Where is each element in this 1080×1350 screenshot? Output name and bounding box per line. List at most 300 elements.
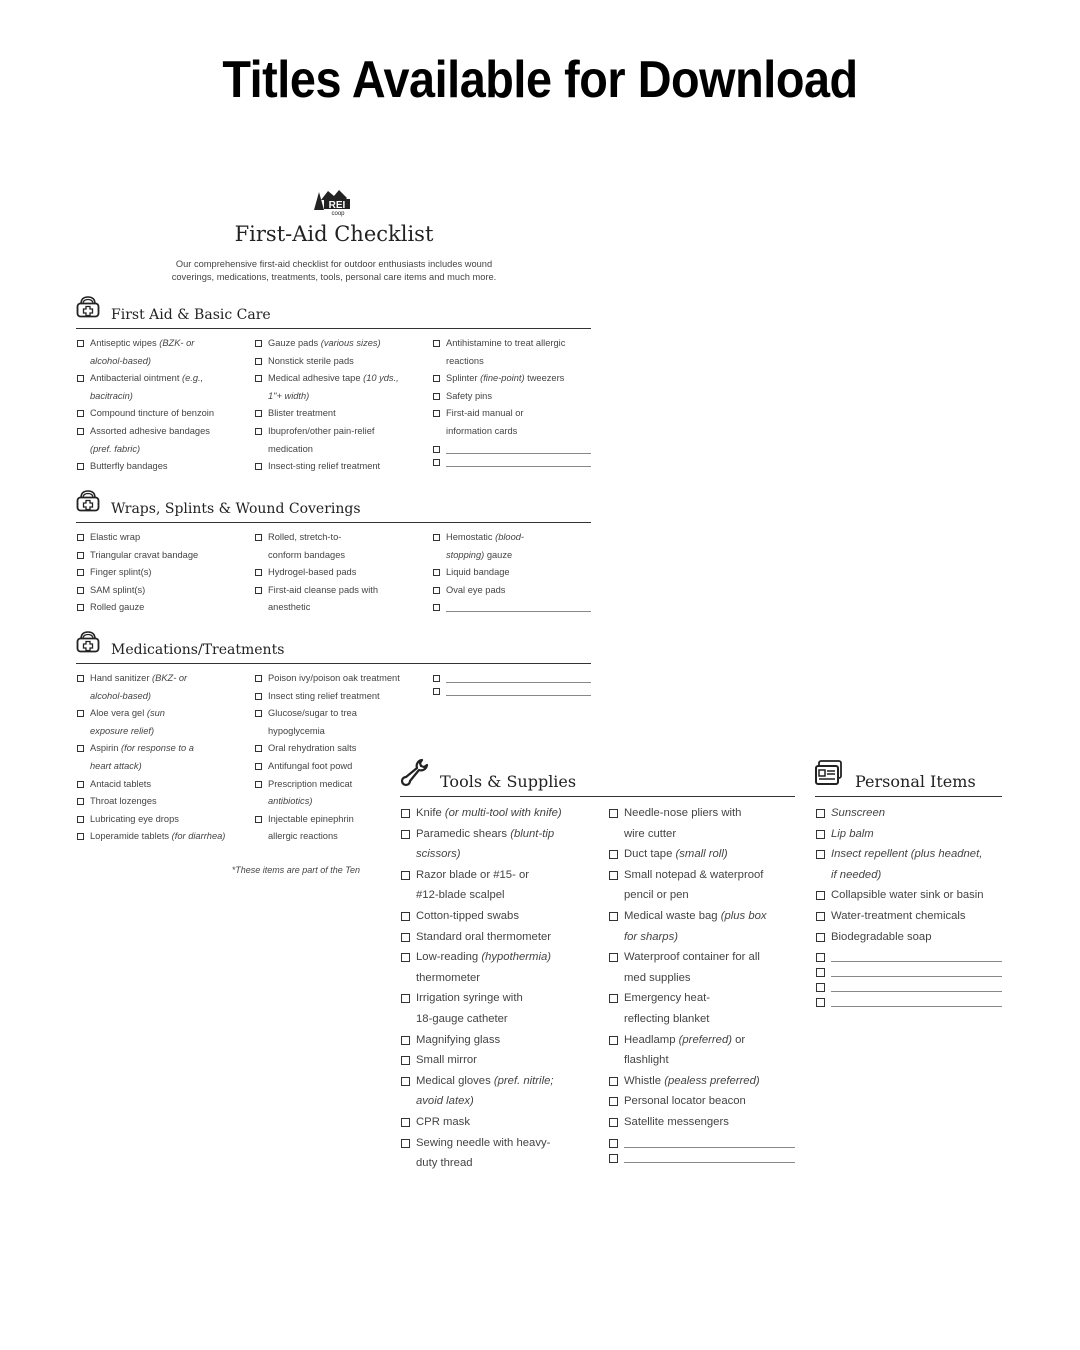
checklist-item[interactable]	[815, 824, 1002, 845]
item-note: exposure relief)	[90, 725, 155, 736]
checklist-column	[400, 803, 607, 1174]
checklist-item[interactable]	[400, 988, 607, 1029]
checkbox[interactable]	[433, 675, 440, 682]
checklist-item[interactable]	[815, 885, 1002, 906]
checklist-item[interactable]	[254, 688, 380, 706]
checklist-item[interactable]	[400, 824, 607, 865]
checkbox[interactable]	[816, 983, 825, 992]
checkbox[interactable]	[816, 850, 825, 859]
checklist-item[interactable]	[608, 803, 795, 844]
checkbox[interactable]	[401, 953, 410, 962]
item-text: Insect-sting relief treatment	[268, 461, 381, 472]
item-text: Aspirin	[90, 743, 122, 754]
checkbox[interactable]	[816, 830, 825, 839]
blank-line[interactable]	[446, 454, 591, 467]
checkbox[interactable]	[77, 463, 84, 470]
item-note: Sunscreen	[831, 807, 886, 819]
item-text: Low-reading	[416, 951, 482, 964]
item-label	[416, 927, 551, 948]
item-note: alcohol-based)	[90, 355, 151, 366]
item-text: Elastic wrap	[90, 532, 141, 542]
checklist-item[interactable]	[400, 1050, 607, 1071]
item-label	[416, 865, 529, 906]
checkbox[interactable]	[816, 891, 825, 900]
checkbox[interactable]	[609, 1097, 618, 1106]
item-text: anesthetic	[268, 602, 311, 613]
item-text: Medical adhesive tape	[268, 373, 364, 384]
checklist-column	[432, 335, 591, 467]
checklist-item[interactable]	[254, 370, 431, 405]
checklist-item[interactable]	[608, 947, 795, 988]
blank-line[interactable]	[446, 683, 591, 696]
footnote	[160, 865, 360, 875]
item-text: Splinter	[446, 373, 481, 384]
checklist-column	[815, 803, 1002, 1007]
checklist-item[interactable]	[76, 335, 254, 370]
item-text: Medical waste bag	[624, 909, 721, 922]
checkbox[interactable]	[255, 534, 262, 541]
checklist-item[interactable]	[815, 927, 1002, 948]
item-text: Emergency heat-	[624, 992, 711, 1005]
item-text: flashlight	[624, 1054, 669, 1067]
checkbox[interactable]	[255, 358, 262, 365]
checkbox[interactable]	[816, 953, 825, 962]
item-text: gauze	[484, 549, 513, 560]
checkbox[interactable]	[77, 833, 84, 840]
checkbox[interactable]	[255, 675, 262, 682]
item-text: Antifungal foot powd	[268, 760, 353, 771]
item-note: (plus box	[720, 909, 767, 922]
checkbox[interactable]	[77, 552, 84, 559]
checklist-item-blank[interactable]	[608, 1148, 795, 1163]
checkbox[interactable]	[609, 994, 618, 1003]
item-text: Biodegradable soap	[831, 930, 932, 943]
checklist-item[interactable]	[608, 1112, 795, 1133]
blank-line[interactable]	[446, 670, 591, 683]
item-text: Whistle	[624, 1074, 665, 1087]
checklist-item[interactable]	[76, 776, 254, 794]
first-aid-kit-icon	[76, 631, 100, 658]
checkbox[interactable]	[401, 809, 410, 818]
checkbox[interactable]	[816, 968, 825, 977]
checklist-item[interactable]	[400, 803, 607, 824]
item-label	[416, 947, 551, 988]
checkbox[interactable]	[433, 446, 440, 453]
item-label	[268, 335, 381, 353]
checkbox[interactable]	[255, 340, 262, 347]
checkbox[interactable]	[77, 675, 84, 682]
item-note: (or multi-tool with knife)	[444, 807, 562, 819]
item-label	[446, 529, 524, 564]
checkbox[interactable]	[77, 798, 84, 805]
section-title: Personal Items	[855, 772, 976, 791]
checklist-column	[254, 670, 400, 846]
checklist-item-blank[interactable]	[432, 670, 591, 683]
checklist-item[interactable]	[254, 582, 431, 617]
checklist-item[interactable]	[254, 405, 431, 423]
checkbox[interactable]	[433, 340, 440, 347]
checklist-item[interactable]	[254, 353, 431, 371]
item-text: 18-gauge catheter	[416, 1012, 508, 1025]
checklist-item[interactable]	[254, 335, 431, 353]
checklist-item[interactable]	[76, 458, 254, 476]
checkbox[interactable]	[609, 850, 618, 859]
checkbox[interactable]	[255, 693, 262, 700]
item-label	[90, 547, 198, 565]
description-line: Our comprehensive first-aid checklist for outdoor enthusiasts includes wound	[175, 259, 493, 269]
checklist-item[interactable]	[254, 758, 360, 776]
checkbox[interactable]	[609, 1118, 618, 1127]
checkbox[interactable]	[255, 710, 262, 717]
item-text: Paramedic shears	[416, 827, 511, 840]
item-label	[268, 353, 354, 371]
item-text: Duct tape	[624, 848, 676, 861]
item-label	[90, 670, 187, 705]
item-text: reflecting blanket	[624, 1012, 710, 1025]
checklist-item-blank[interactable]	[815, 962, 1002, 977]
item-label	[446, 335, 565, 370]
blank-line[interactable]	[624, 1148, 795, 1163]
blank-line[interactable]	[624, 1133, 795, 1148]
item-label	[831, 906, 966, 927]
checklist-item[interactable]	[76, 740, 254, 775]
item-text: pencil or pen	[624, 889, 689, 902]
checklist-item[interactable]	[400, 865, 607, 906]
description-line: coverings, medications, treatments, tools, personal care items and much more.	[171, 272, 497, 282]
checklist-item-blank[interactable]	[608, 1133, 795, 1148]
checklist-item-blank[interactable]	[815, 947, 1002, 962]
checklist-item[interactable]	[400, 1030, 607, 1051]
checklist-item[interactable]	[76, 793, 254, 811]
checklist-item-blank[interactable]	[432, 454, 591, 467]
wrench-icon	[400, 758, 430, 791]
item-text: allergic reactions	[268, 831, 338, 842]
item-note: scissors)	[416, 848, 461, 861]
checkbox[interactable]	[401, 1056, 410, 1065]
checklist-item[interactable]	[608, 1091, 795, 1112]
checkbox[interactable]	[433, 375, 440, 382]
checklist-item[interactable]	[254, 740, 360, 758]
checkbox[interactable]	[77, 604, 84, 611]
checkbox[interactable]	[77, 587, 84, 594]
item-label	[90, 793, 157, 811]
item-label	[90, 705, 165, 740]
checklist-item[interactable]	[400, 1071, 607, 1112]
checklist-column	[254, 529, 431, 617]
item-label	[416, 1030, 500, 1051]
checklist-item[interactable]	[432, 335, 591, 370]
item-note: antibiotics)	[268, 796, 313, 807]
item-note: (pealess preferred)	[664, 1074, 760, 1087]
checklist-item[interactable]	[254, 564, 431, 582]
checklist-item-blank[interactable]	[432, 441, 591, 454]
checkbox[interactable]	[77, 428, 84, 435]
checkbox[interactable]	[816, 912, 825, 921]
item-note: Lip balm	[831, 827, 874, 840]
item-label	[624, 1112, 729, 1133]
checklist-item-blank[interactable]	[815, 992, 1002, 1007]
item-label	[624, 1071, 760, 1092]
checkbox[interactable]	[433, 393, 440, 400]
item-text: Poison ivy/poison oak treatment	[268, 673, 400, 683]
checkbox[interactable]	[433, 604, 440, 611]
item-text: Compound tincture of benzoin	[90, 408, 215, 419]
checklist-item[interactable]	[432, 529, 591, 564]
checklist-item[interactable]	[254, 776, 360, 811]
section-title: Tools & Supplies	[440, 772, 577, 791]
checklist-item-blank[interactable]	[815, 977, 1002, 992]
item-text: or	[732, 1033, 746, 1046]
item-note: (hypothermia)	[481, 951, 552, 964]
item-note: 1"+ width)	[268, 390, 310, 401]
checklist-item[interactable]	[76, 405, 254, 423]
checkbox[interactable]	[77, 816, 84, 823]
checkbox[interactable]	[255, 569, 262, 576]
item-note: (small roll)	[675, 848, 728, 861]
checklist-item[interactable]	[400, 906, 607, 927]
item-label	[90, 405, 214, 423]
checklist-item-blank[interactable]	[432, 599, 591, 612]
checkbox[interactable]	[609, 1154, 618, 1163]
item-label	[416, 803, 562, 824]
checklist-item[interactable]	[400, 1112, 607, 1133]
checkbox[interactable]	[609, 809, 618, 818]
item-text: med supplies	[624, 971, 691, 984]
checklist-item[interactable]	[815, 803, 1002, 824]
item-text: Antibacterial ointment	[90, 373, 182, 384]
checklist-item[interactable]	[815, 906, 1002, 927]
checkbox[interactable]	[609, 953, 618, 962]
checkbox[interactable]	[401, 994, 410, 1003]
item-note: (fine-point)	[480, 373, 525, 384]
checklist-item[interactable]	[432, 370, 591, 388]
item-text: Blister treatment	[268, 408, 336, 419]
item-label	[831, 927, 932, 948]
item-text: conform bandages	[268, 549, 346, 560]
checklist-item[interactable]	[254, 458, 431, 476]
blank-line[interactable]	[831, 947, 1002, 962]
item-label	[416, 1050, 477, 1071]
item-text: Medical gloves	[416, 1074, 494, 1087]
checkbox[interactable]	[433, 587, 440, 594]
checkbox[interactable]	[816, 998, 825, 1007]
item-label	[446, 370, 564, 388]
item-text: Safety pins	[446, 390, 492, 401]
item-text: Loperamide tablets	[90, 831, 172, 842]
checkbox[interactable]	[609, 912, 618, 921]
checkbox[interactable]	[433, 534, 440, 541]
item-note: (for response to a	[121, 743, 194, 754]
checklist-item[interactable]	[76, 547, 254, 565]
item-note: (for diarrhea)	[171, 831, 226, 842]
item-note: Insect repellent (plus headnet,	[831, 848, 983, 861]
checkbox[interactable]	[255, 745, 262, 752]
item-text: Nonstick sterile pads	[268, 355, 354, 366]
item-text: medication	[268, 443, 313, 454]
checkbox[interactable]	[77, 710, 84, 717]
checkbox[interactable]	[401, 1139, 410, 1148]
item-note: (various sizes)	[320, 338, 381, 348]
item-text: Collapsible water sink or basin	[831, 889, 984, 902]
checkbox[interactable]	[77, 569, 84, 576]
checklist-item[interactable]	[608, 865, 795, 906]
checklist-item-blank[interactable]	[432, 683, 591, 696]
checkbox[interactable]	[609, 871, 618, 880]
checklist-item[interactable]	[432, 582, 591, 600]
checklist-item[interactable]	[400, 947, 607, 988]
checklist-item[interactable]	[608, 906, 795, 947]
item-label	[416, 988, 523, 1029]
checkbox[interactable]	[401, 1118, 410, 1127]
item-note: heart attack)	[90, 760, 142, 771]
blank-line[interactable]	[446, 599, 591, 612]
section-personal	[815, 764, 1002, 943]
item-text: Hand sanitizer	[90, 673, 153, 683]
item-label	[90, 370, 203, 405]
item-text: #12-blade scalpel	[416, 889, 505, 902]
checkbox[interactable]	[77, 745, 84, 752]
item-text: Headlamp	[624, 1033, 679, 1046]
checkbox[interactable]	[255, 375, 262, 382]
checkbox[interactable]	[401, 1036, 410, 1045]
item-note: (BZK- or	[159, 338, 195, 348]
checkbox[interactable]	[816, 809, 825, 818]
checkbox[interactable]	[609, 1036, 618, 1045]
checkbox[interactable]	[77, 375, 84, 382]
checklist-item[interactable]	[254, 811, 360, 846]
item-label	[268, 670, 400, 688]
item-label	[416, 1071, 554, 1112]
item-note: (10 yds.,	[363, 373, 399, 384]
checklist-item[interactable]	[254, 705, 360, 740]
checkbox[interactable]	[255, 410, 262, 417]
item-label	[268, 423, 374, 458]
checklist-item[interactable]	[254, 529, 431, 564]
checklist-item[interactable]	[400, 1133, 607, 1174]
item-label	[624, 906, 767, 947]
checkbox[interactable]	[255, 781, 262, 788]
checkbox[interactable]	[255, 428, 262, 435]
item-text: Liquid bandage	[446, 567, 510, 578]
checkbox[interactable]	[401, 912, 410, 921]
checkbox[interactable]	[255, 763, 262, 770]
item-text: Antiseptic wipes	[90, 338, 160, 348]
item-label	[624, 803, 741, 844]
blank-line[interactable]	[831, 962, 1002, 977]
checkbox[interactable]	[816, 933, 825, 942]
checkbox[interactable]	[433, 688, 440, 695]
item-label	[624, 1030, 745, 1071]
checklist-column	[254, 335, 431, 476]
checkbox[interactable]	[401, 933, 410, 942]
checklist-item[interactable]	[815, 844, 1002, 885]
item-label	[268, 582, 378, 617]
checkbox[interactable]	[255, 587, 262, 594]
item-label	[90, 776, 151, 794]
checkbox[interactable]	[77, 410, 84, 417]
checkbox[interactable]	[255, 816, 262, 823]
checkbox[interactable]	[401, 871, 410, 880]
item-text: Small mirror	[416, 1054, 477, 1067]
item-label	[831, 803, 885, 824]
document-description	[134, 258, 534, 284]
checklist-item[interactable]	[76, 423, 254, 458]
checklist-item[interactable]	[608, 1071, 795, 1092]
checklist-item[interactable]	[432, 388, 591, 406]
item-label	[831, 885, 984, 906]
checklist-item[interactable]	[400, 927, 607, 948]
checklist-item[interactable]	[76, 828, 254, 846]
item-label	[268, 458, 380, 476]
blank-line[interactable]	[831, 977, 1002, 992]
checklist-item[interactable]	[608, 844, 795, 865]
section-header	[76, 490, 591, 523]
checkbox[interactable]	[77, 340, 84, 347]
checklist-column	[432, 529, 591, 612]
item-text: Oval eye pads	[446, 584, 506, 595]
item-label	[416, 1133, 550, 1174]
blank-line[interactable]	[831, 992, 1002, 1007]
checklist-item[interactable]	[432, 405, 591, 440]
checklist-item[interactable]	[76, 529, 254, 547]
checkbox[interactable]	[255, 463, 262, 470]
checklist-item[interactable]	[76, 705, 254, 740]
checkbox[interactable]	[77, 534, 84, 541]
checklist-item[interactable]	[76, 599, 254, 617]
item-note: stopping)	[446, 549, 485, 560]
item-label	[90, 423, 210, 458]
checklist-item[interactable]	[76, 811, 254, 829]
checkbox[interactable]	[609, 1139, 618, 1148]
item-note: (preferred)	[678, 1033, 733, 1046]
item-label	[624, 844, 728, 865]
checkbox[interactable]	[77, 781, 84, 788]
item-label	[268, 529, 345, 564]
checklist-column	[76, 670, 254, 846]
section-tools	[400, 764, 795, 1170]
item-text: Water-treatment chemicals	[831, 909, 966, 922]
checklist-item[interactable]	[254, 423, 431, 458]
checkbox[interactable]	[433, 410, 440, 417]
checkbox[interactable]	[433, 569, 440, 576]
first-aid-kit-icon	[76, 296, 100, 323]
checklist-item[interactable]	[76, 564, 254, 582]
checkbox[interactable]	[401, 1077, 410, 1086]
checklist-item[interactable]	[76, 670, 254, 705]
checklist-item[interactable]	[76, 370, 254, 405]
section-title: Medications/Treatments	[111, 642, 285, 658]
item-note: (pref. nitrile;	[493, 1074, 554, 1087]
section-header	[400, 764, 795, 797]
checklist-item[interactable]	[432, 564, 591, 582]
checkbox[interactable]	[609, 1077, 618, 1086]
item-label	[90, 582, 145, 600]
checklist-item[interactable]	[254, 670, 400, 688]
checkbox[interactable]	[401, 830, 410, 839]
item-text: Personal locator beacon	[624, 1095, 746, 1108]
item-text: CPR mask	[416, 1115, 470, 1128]
rei-logo	[312, 188, 356, 216]
checklist-item[interactable]	[608, 988, 795, 1029]
item-note: (blood-	[495, 532, 525, 542]
item-text: Knife	[416, 807, 445, 819]
checkbox[interactable]	[433, 459, 440, 466]
item-label	[90, 811, 179, 829]
blank-line[interactable]	[446, 441, 591, 454]
item-label	[624, 865, 763, 906]
checklist-item[interactable]	[608, 1030, 795, 1071]
checklist-item[interactable]	[76, 582, 254, 600]
